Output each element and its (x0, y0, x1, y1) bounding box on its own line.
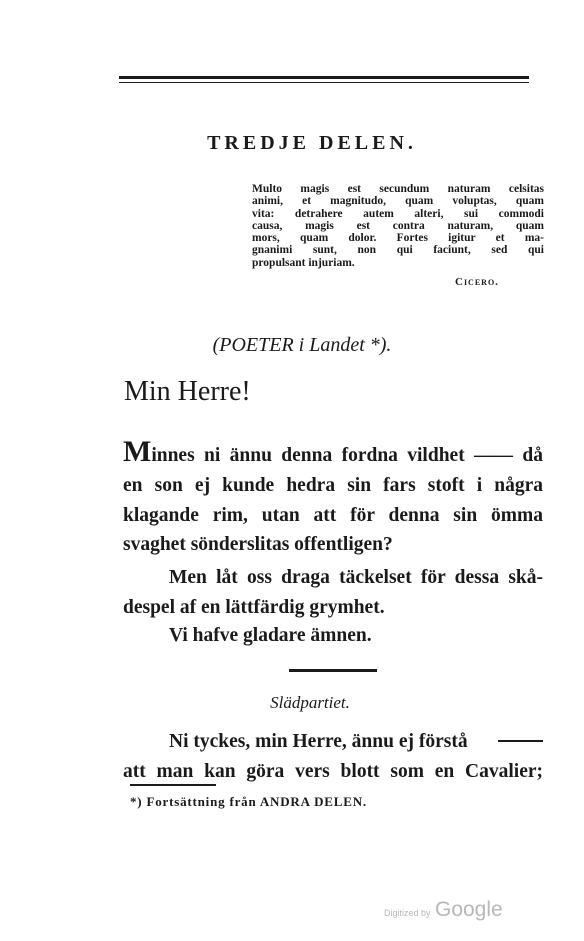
drop-cap: M (123, 435, 152, 468)
epigraph-attribution: Cicero. (455, 276, 499, 288)
part-title: TREDJE DELEN. (207, 132, 417, 154)
paragraph-line: despel af en lättfärdig grymhet. (123, 596, 385, 618)
em-dash-rule (498, 740, 543, 742)
google-logo: Google (434, 898, 503, 921)
paragraph-line: klagande rim, utan att för denna sin ömma (123, 504, 543, 526)
epigraph-line: animi, et magnitudo, quam voluptas, quam (252, 195, 544, 208)
paragraph-line: svaghet sönderslitas offentligen? (123, 534, 393, 556)
subheading: Slädpartiet. (270, 693, 350, 712)
epigraph-line: causa, magis est contra naturam, quam (252, 219, 544, 232)
paragraph-3 (123, 621, 543, 651)
paragraph-line: Ni tyckes, min Herre, ännu ej förstå (169, 731, 468, 752)
paragraph-line: en son ej kunde hedra sin fars stoft i några (123, 474, 543, 496)
epigraph-line: propulsant injuriam. (252, 256, 355, 269)
paragraph-line: Men låt oss draga täckelset för dessa skå- (169, 567, 543, 588)
epigraph (252, 183, 544, 269)
footnote-rule (130, 784, 216, 786)
paragraph-line (123, 435, 543, 471)
paragraph-2 (123, 563, 543, 623)
watermark-prefix: Digitized by (384, 908, 431, 918)
epigraph-line: gnanimi sunt, non qui faciunt, sed qui (252, 244, 544, 257)
epigraph-line: mors, quam dolor. Fortes igitur et ma- (252, 232, 544, 245)
epigraph-line: vita: detrahere autem alteri, sui commodi (252, 207, 544, 220)
paragraph-line: att man kan göra vers blott som en Cavalier; (123, 760, 543, 782)
digitization-watermark (384, 898, 503, 922)
epigraph-line: Multo magis est secundum naturam celsitas (252, 183, 544, 195)
header-rule (119, 76, 529, 79)
footnote: *) Fortsättning från ANDRA DELEN. (130, 794, 367, 809)
paragraph-line: Vi hafve gladare ämnen. (169, 625, 372, 646)
salutation: Min Herre! (124, 376, 251, 407)
header-rule-thin (119, 82, 529, 83)
section-title: (POETER i Landet *). (212, 334, 392, 356)
paragraph-1 (123, 435, 543, 560)
section-divider (289, 669, 377, 672)
paragraph-4 (123, 727, 543, 787)
paragraph-line-text: innes ni ännu denna fordna vildhet —— då (151, 445, 543, 466)
